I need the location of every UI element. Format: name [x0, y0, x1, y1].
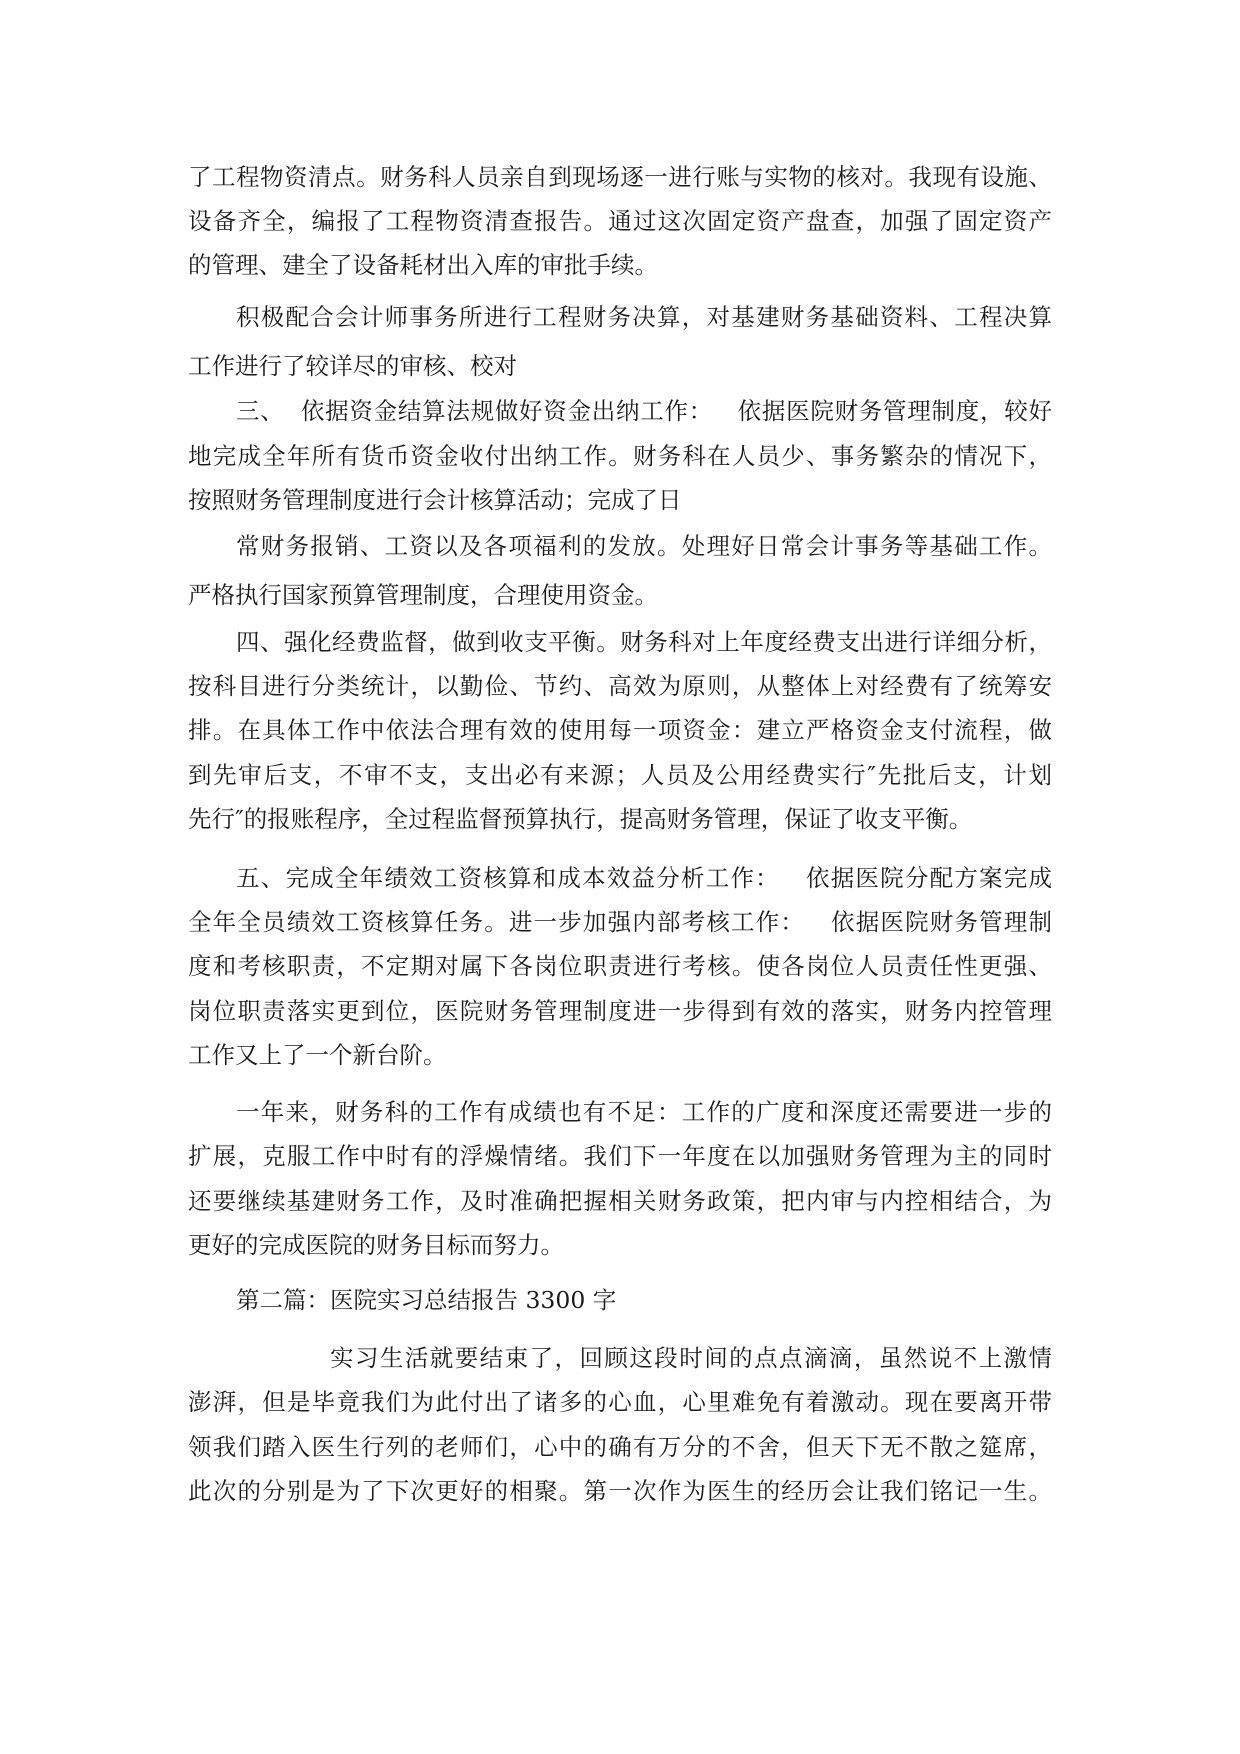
text-line: 设备齐全，编报了工程物资清查报告。通过这次固定资产盘查，加强了固定资产	[188, 207, 1052, 235]
text-line: 全年全员绩效工资核算任务。进一步加强内部考核工作： 依据医院财务管理制	[188, 908, 1052, 936]
text-line: 实习生活就要结束了，回顾这段时间的点点滴滴，虽然说不上激情	[330, 1344, 1052, 1372]
text-line: 更好的完成医院的财务目标而努力。	[188, 1231, 564, 1259]
text-line: 此次的分别是为了下次更好的相聚。第一次作为医生的经历会让我们铭记一生。	[188, 1477, 1052, 1505]
text-line: 工作又上了一个新台阶。	[188, 1041, 447, 1069]
text-line: 四、强化经费监督，做到收支平衡。财务科对上年度经费支出进行详细分析，	[236, 628, 1052, 656]
text-line: 五、完成全年绩效工资核算和成本效益分析工作： 依据医院分配方案完成	[236, 864, 1052, 892]
text-line: 了工程物资清点。财务科人员亲自到现场逐一进行账与实物的核对。我现有设施、	[188, 163, 1052, 191]
text-line: 的管理、建全了设备耗材出入库的审批手续。	[188, 251, 658, 279]
text-line: 三、 依据资金结算法规做好资金出纳工作： 依据医院财务管理制度，较好	[236, 397, 1052, 425]
text-line: 澎湃，但是毕竟我们为此付出了诸多的心血，心里难免有着激动。现在要离开带	[188, 1388, 1052, 1416]
text-line: 按照财务管理制度进行会计核算活动；完成了日	[188, 486, 682, 514]
text-line: 扩展，克服工作中时有的浮燥情绪。我们下一年度在以加强财务管理为主的同时	[188, 1142, 1052, 1170]
text-line: 领我们踏入医生行列的老师们，心中的确有万分的不舍，但天下无不散之筵席，	[188, 1433, 1052, 1461]
text-line: 还要继续基建财务工作，及时准确把握相关财务政策，把内审与内控相结合，为	[188, 1187, 1052, 1215]
text-line: 积极配合会计师事务所进行工程财务决算，对基建财务基础资料、工程决算	[236, 303, 1052, 331]
section-heading: 第二篇：医院实习总结报告 3300 字	[236, 1286, 617, 1314]
text-line: 一年来，财务科的工作有成绩也有不足：工作的广度和深度还需要进一步的	[236, 1098, 1052, 1126]
text-line: 岗位职责落实更到位，医院财务管理制度进一步得到有效的落实，财务内控管理	[188, 997, 1052, 1025]
text-line: 排。在具体工作中依法合理有效的使用每一项资金：建立严格资金支付流程，做	[188, 716, 1052, 744]
text-line: 度和考核职责，不定期对属下各岗位职责进行考核。使各岗位人员责任性更强、	[188, 952, 1052, 980]
text-line: 常财务报销、工资以及各项福利的发放。处理好日常会计事务等基础工作。	[236, 532, 1052, 560]
text-line: 按科目进行分类统计，以勤俭、节约、高效为原则，从整体上对经费有了统筹安	[188, 672, 1052, 700]
text-line: 到先审后支，不审不支，支出必有来源；人员及公用经费实行″先批后支，计划	[188, 761, 1052, 789]
text-line: 严格执行国家预算管理制度，合理使用资金。	[188, 581, 658, 609]
text-line: 先行″的报账程序，全过程监督预算执行，提高财务管理，保证了收支平衡。	[188, 805, 973, 833]
text-line: 地完成全年所有货币资金收付出纳工作。财务科在人员少、事务繁杂的情况下，	[188, 442, 1052, 470]
text-line: 工作进行了较详尽的审核、校对	[188, 352, 517, 380]
